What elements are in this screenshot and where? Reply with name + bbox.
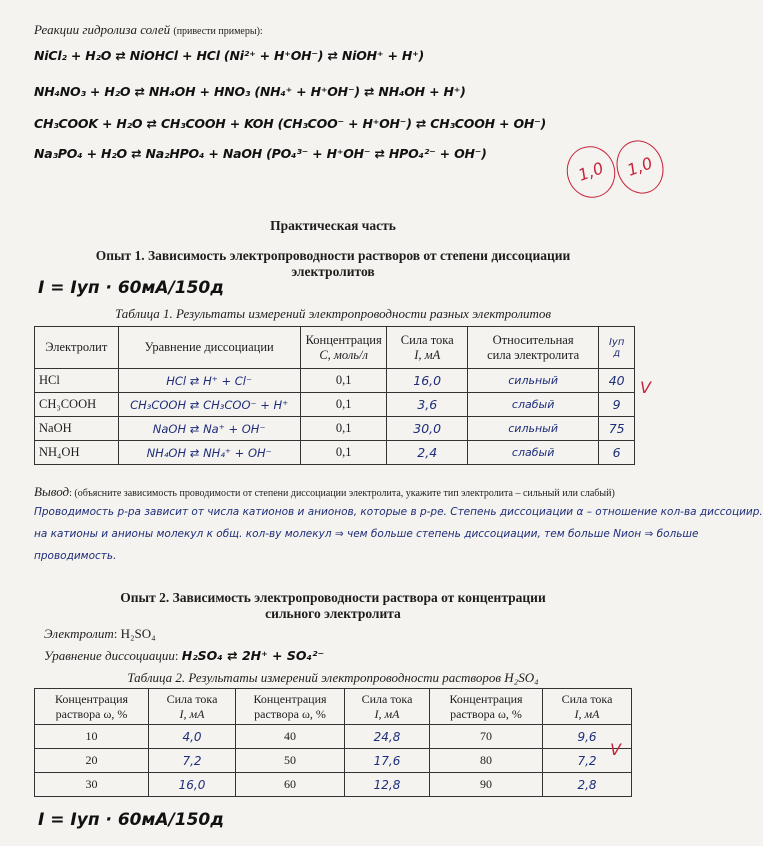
exp2-title-line2: сильного электролита <box>265 606 401 621</box>
cell-iyp: 40 <box>599 369 635 393</box>
table1-head-iyp-b: д <box>613 347 621 359</box>
cell-equation: NH₄OH ⇄ NH₄⁺ + OH⁻ <box>118 441 300 465</box>
table2-head-conc-2 <box>236 689 345 725</box>
cell-current: 16,0 <box>387 369 467 393</box>
cell-strength: сильный <box>467 417 598 441</box>
exp2-dissociation-label: Уравнение диссоциации <box>44 648 175 663</box>
cell-current: 17,6 <box>345 749 430 773</box>
table1-caption: Таблица 1. Результаты измерений электропроводности разных электролитов <box>114 306 552 321</box>
table2-head-cur-a: Сила тока <box>561 691 613 706</box>
table1-head-conc-a: Концентрация <box>305 332 382 347</box>
cell-equation: HCl ⇄ H⁺ + Cl⁻ <box>118 369 300 393</box>
table2-caption: Таблица 2. Результаты измерений электропроводности растворов H₂SO₄ <box>127 670 539 685</box>
table1-head-rel-b: сила электролита <box>487 347 580 362</box>
practical-title: Практическая часть <box>270 218 396 233</box>
exp2-electrolyte <box>44 626 156 642</box>
conclusion-heading <box>34 484 644 500</box>
table2-head-current-2 <box>345 689 430 725</box>
cell-current: 24,8 <box>345 725 430 749</box>
cell-current: 12,8 <box>345 773 430 797</box>
table1-header-row <box>35 327 635 369</box>
cell-conc: 0,1 <box>300 369 387 393</box>
cell-conc: 0,1 <box>300 393 387 417</box>
exp2-electrolyte-label: Электролит <box>44 626 114 641</box>
conclusion-label: Вывод <box>34 484 70 499</box>
cell-conc: 10 <box>35 725 149 749</box>
cell-current: 7,2 <box>149 749 236 773</box>
grade-mark-1: 1,0 <box>560 139 623 204</box>
table1-head-conc-b: С, моль/л <box>319 347 368 362</box>
cell-current: 2,8 <box>543 773 632 797</box>
hydrolysis-eq-1: NiCl₂ + H₂O ⇄ NiOHCl + HCl (Ni²⁺ + H⁺OH⁻) ⇄ NiOH⁺ + H⁺) <box>34 48 425 63</box>
table2-head-current-3 <box>543 689 632 725</box>
cell-electrolyte: CH₃COOH <box>35 393 119 417</box>
table2-head-cur-b: I, мА <box>179 706 205 721</box>
cell-current: 3,6 <box>387 393 467 417</box>
table2-head-conc-1 <box>35 689 149 725</box>
table2-head-current-1 <box>149 689 236 725</box>
table1-head-equation: Уравнение диссоциации <box>118 327 300 369</box>
cell-iyp: 6 <box>599 441 635 465</box>
table2-header-row <box>35 689 632 725</box>
table2-head-cur-b: I, мА <box>374 706 400 721</box>
exp1-title-line1: Опыт 1. Зависимость электропроводности растворов от степени диссоциации <box>95 248 571 263</box>
table1-head-iyp <box>599 327 635 369</box>
formula-1: I = Iуп · 60мА/150д <box>38 278 224 298</box>
cell-iyp: 75 <box>599 417 635 441</box>
hydrolysis-note: (привести примеры): <box>173 26 263 37</box>
cell-strength: слабый <box>467 441 598 465</box>
cell-conc: 60 <box>236 773 345 797</box>
table1-head-cur-b: I, мА <box>414 347 441 362</box>
cell-conc: 30 <box>35 773 149 797</box>
exp2-dissociation: Уравнение диссоциации: H₂SO₄ ⇄ 2H⁺ + SO₄²⁻ <box>44 648 325 663</box>
cell-electrolyte: NaOH <box>35 417 119 441</box>
table2-head-conc-b: раствора ω, % <box>450 706 522 721</box>
cell-current: 16,0 <box>149 773 236 797</box>
table-row <box>35 441 635 465</box>
table1-head-iyp-a: Iуп <box>608 336 625 348</box>
grade-mark-2: 1,0 <box>609 134 671 200</box>
hydrolysis-eq-4: Na₃PO₄ + H₂O ⇄ Na₂HPO₄ + NaOH (PO₄³⁻ + H⁺OH⁻ ⇄ HPO₄²⁻ + OH⁻) <box>34 146 487 161</box>
table-row <box>35 725 632 749</box>
cell-conc: 20 <box>35 749 149 773</box>
table-row <box>35 773 632 797</box>
hydrolysis-heading <box>34 22 263 38</box>
cell-current: 7,2 <box>543 749 632 773</box>
table-row <box>35 749 632 773</box>
conclusion-line-2: на катионы и анионы молекул к общ. кол-ву молекул ⇒ чем больше степень диссоциации, тем больше Nион ⇒ больше <box>34 528 699 540</box>
table-1 <box>34 326 635 465</box>
table2-head-conc-a: Концентрация <box>253 691 327 706</box>
table2-head-cur-b: I, мА <box>574 706 600 721</box>
cell-conc: 0,1 <box>300 417 387 441</box>
cell-electrolyte: HCl <box>35 369 119 393</box>
cell-conc: 0,1 <box>300 441 387 465</box>
cell-equation: NaOH ⇄ Na⁺ + OH⁻ <box>118 417 300 441</box>
cell-electrolyte: NH₄OH <box>35 441 119 465</box>
formula-2: I = Iуп · 60мА/150д <box>38 810 224 830</box>
hydrolysis-eq-2: NH₄NO₃ + H₂O ⇄ NH₄OH + HNO₃ (NH₄⁺ + H⁺OH⁻) ⇄ NH₄OH + H⁺) <box>34 84 466 99</box>
cell-conc: 70 <box>430 725 543 749</box>
table2-head-conc-b: раствора ω, % <box>55 706 128 721</box>
table1-head-conc <box>300 327 387 369</box>
cell-conc: 40 <box>236 725 345 749</box>
table2-head-conc-a: Концентрация <box>449 691 523 706</box>
table1-head-rel-a: Относительная <box>492 332 574 347</box>
table-row <box>35 369 635 393</box>
table1-head-current <box>387 327 467 369</box>
table1-head-strength <box>467 327 598 369</box>
cell-current: 2,4 <box>387 441 467 465</box>
table1-head-cur-a: Сила тока <box>400 332 454 347</box>
cell-conc: 80 <box>430 749 543 773</box>
cell-current: 30,0 <box>387 417 467 441</box>
cell-strength: слабый <box>467 393 598 417</box>
conclusion-line-1: Проводимость р-ра зависит от числа катионов и анионов, которые в р-ре. Степень диссоциации α – отношение кол-ва диссоциир. <box>34 506 763 518</box>
cell-current: 4,0 <box>149 725 236 749</box>
table-2 <box>34 688 632 797</box>
table2-head-cur-a: Сила тока <box>361 691 413 706</box>
check-mark-2: V <box>610 740 621 759</box>
cell-conc: 50 <box>236 749 345 773</box>
table2-head-conc-a: Концентрация <box>54 691 129 706</box>
cell-iyp: 9 <box>599 393 635 417</box>
table-row <box>35 393 635 417</box>
cell-equation: CH₃COOH ⇄ CH₃COO⁻ + H⁺ <box>118 393 300 417</box>
hydrolysis-eq-3: CH₃COOK + H₂O ⇄ CH₃COOH + KOH (CH₃COO⁻ + H⁺OH⁻) ⇄ CH₃COOH + OH⁻) <box>34 116 547 131</box>
table-row <box>35 417 635 441</box>
table2-head-conc-b: раствора ω, % <box>254 706 326 721</box>
exp2-electrolyte-value: : H₂SO₄ <box>113 626 156 641</box>
table1-head-electrolyte: Электролит <box>35 327 119 369</box>
conclusion-line-3: проводимость. <box>34 550 117 562</box>
exp2-dissociation-value: H₂SO₄ ⇄ 2H⁺ + SO₄²⁻ <box>181 648 325 663</box>
cell-strength: сильный <box>467 369 598 393</box>
conclusion-note: : (объясните зависимость проводимости от степени диссоциации электролита, укажите тип электролита – сильный или слабый) <box>69 488 615 499</box>
table2-head-cur-a: Сила тока <box>166 691 218 706</box>
table2-head-conc-3 <box>430 689 543 725</box>
exp2-title-line1: Опыт 2. Зависимость электропроводности раствора от концентрации <box>120 590 546 605</box>
hydrolysis-title: Реакции гидролиза солей <box>34 22 171 37</box>
cell-conc: 90 <box>430 773 543 797</box>
cell-current: 9,6 <box>543 725 632 749</box>
exp1-title-line2: электролитов <box>291 264 375 279</box>
check-mark-1: V <box>640 378 651 397</box>
